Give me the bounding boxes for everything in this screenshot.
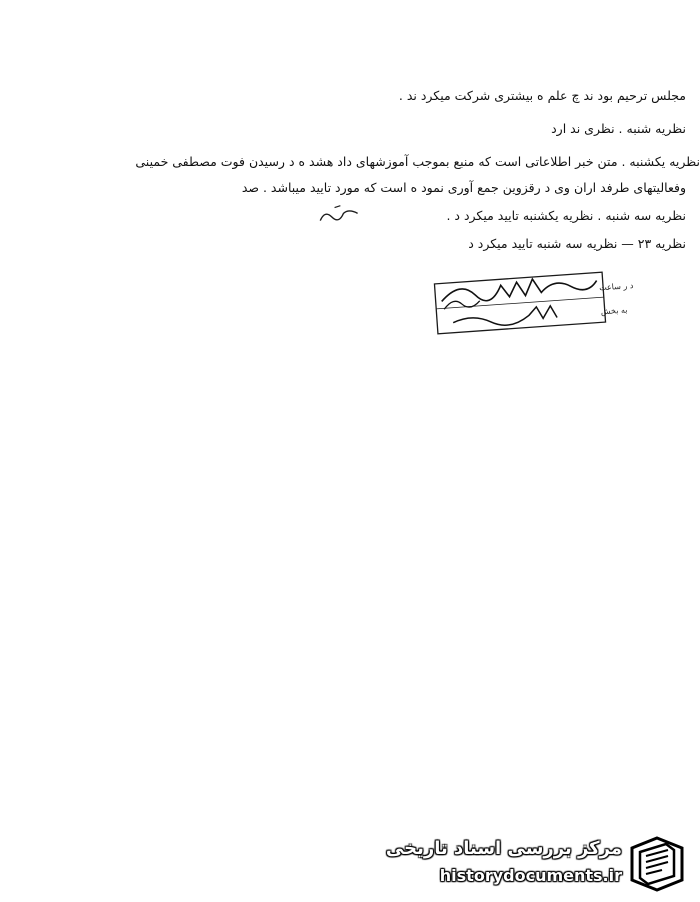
signature-scribble-icon [316,201,361,229]
watermark-title: مرکز بررسی اسناد تاریخی [385,838,622,859]
stamp-line-1: د ر ساعت [598,281,634,293]
document-line-2: نظریه شنبه . نظری ند ارد [551,121,686,136]
stamp-box-icon [430,268,634,338]
document-line-6: نظریه ۲۳ — نظریه سه شنبه تایید میکرد د [468,236,686,251]
stamp-line-2: به بخش [600,305,628,317]
document-line-4: وفعالیتهای طرفد اران وی د رقزوین جمع آوری نمود ه است که مورد تایید میباشد . صد [241,180,686,195]
handwritten-signature [316,201,361,234]
document-line-1: مجلس ترحیم بود ند چ علم ه بیشتری شرکت میکرد ند . [398,88,686,103]
document-line-3: نظریه یکشنبه . متن خبر اطلاعاتی است که منبع بموجب آموزشهای داد هشد ه د رسیدن فوت مصطفی خمینی [135,154,700,169]
registry-stamp [430,268,634,338]
watermark-url: historydocuments.ir [439,866,622,885]
watermark-logo [385,830,692,896]
document-archive-icon [626,834,688,894]
document-line-5: نظریه سه شنبه . نظریه یکشنبه تایید میکرد د . [446,208,686,223]
